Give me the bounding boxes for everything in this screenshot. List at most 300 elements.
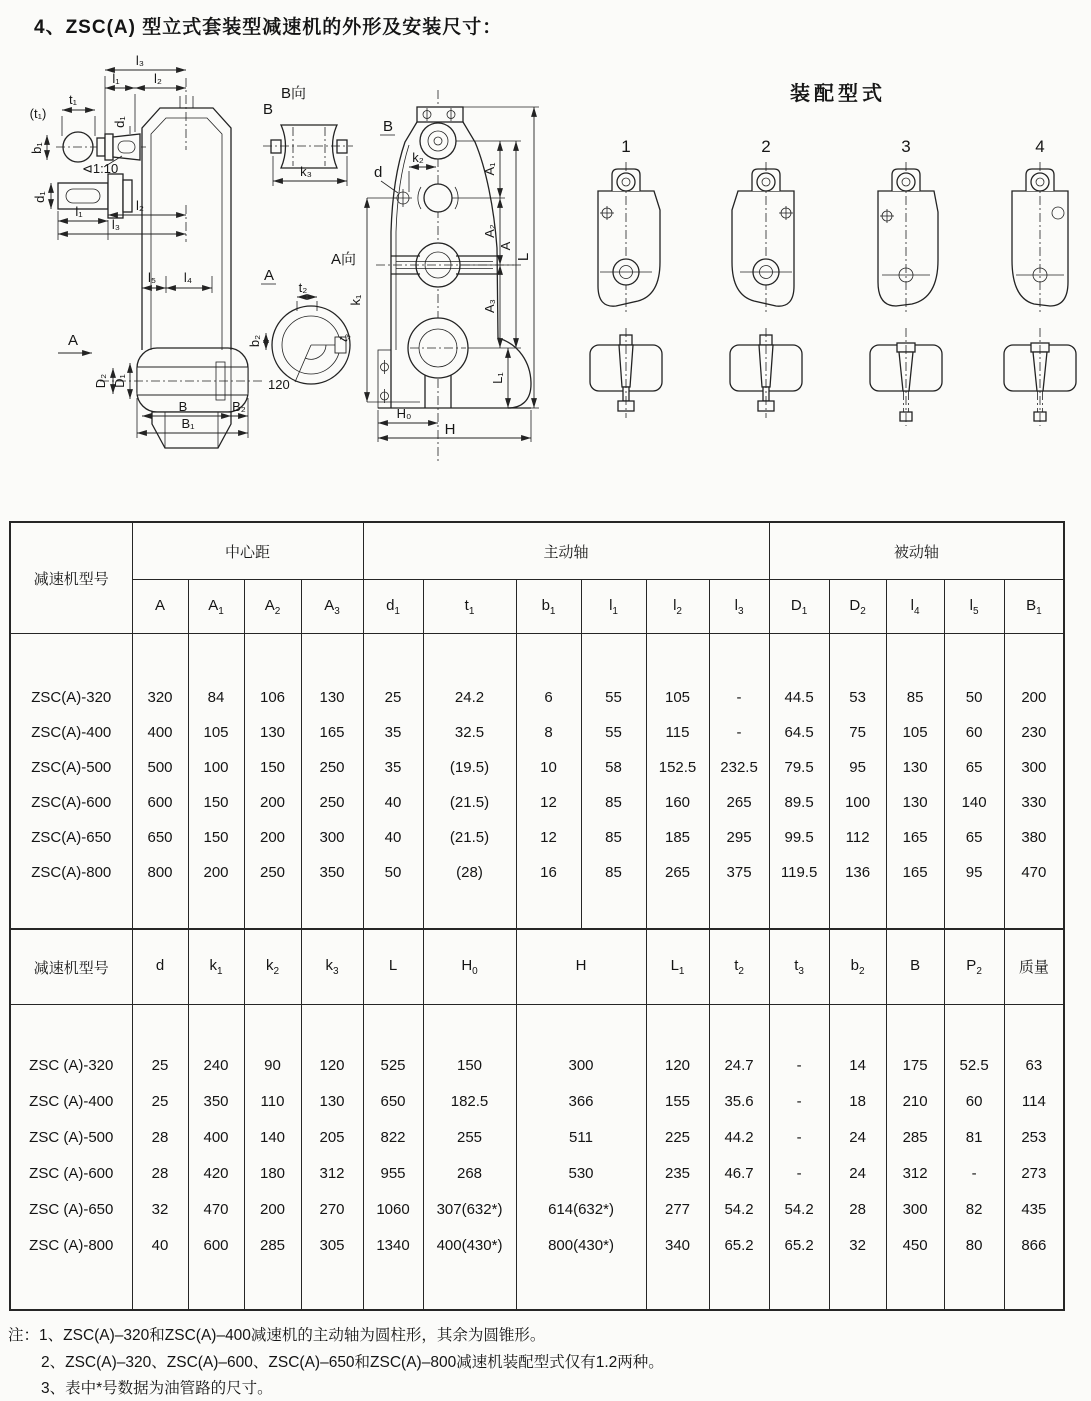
cell: 268 bbox=[423, 1155, 516, 1191]
cell: 55 bbox=[581, 715, 646, 750]
cell: 65.2 bbox=[709, 1227, 769, 1263]
model-cell: ZSC(A)-320 bbox=[10, 680, 132, 715]
cell: 24.2 bbox=[423, 680, 516, 715]
cell: 28 bbox=[829, 1191, 886, 1227]
view-letter: B bbox=[383, 118, 394, 135]
cell: 253 bbox=[1004, 1119, 1064, 1155]
col-header: $t_3$ bbox=[769, 929, 829, 1005]
col-header: H bbox=[516, 929, 646, 1005]
cell: - bbox=[769, 1047, 829, 1083]
dim-label: (t₁) bbox=[29, 106, 47, 121]
col-header: $l_3$ bbox=[709, 580, 769, 634]
cell: - bbox=[709, 715, 769, 750]
dim-label: l₃ bbox=[111, 217, 121, 232]
dim-label: k₁ bbox=[348, 294, 363, 306]
cell: 200 bbox=[188, 855, 244, 890]
note-num: 3、 bbox=[41, 1380, 66, 1398]
cell: 65 bbox=[944, 820, 1004, 855]
cell: 40 bbox=[363, 785, 423, 820]
col-header: B bbox=[886, 929, 944, 1005]
table-row bbox=[10, 1227, 1064, 1263]
cell: 12 bbox=[516, 785, 581, 820]
cell: 55 bbox=[581, 680, 646, 715]
cell: 95 bbox=[829, 750, 886, 785]
cell: 65.2 bbox=[769, 1227, 829, 1263]
cell: 240 bbox=[188, 1047, 244, 1083]
cell: 32.5 bbox=[423, 715, 516, 750]
view-letter: B bbox=[263, 101, 274, 118]
cell: 366 bbox=[516, 1083, 646, 1119]
cell: 200 bbox=[244, 1191, 301, 1227]
cell: - bbox=[769, 1155, 829, 1191]
assembly-type-2 bbox=[730, 162, 802, 418]
dim-label: D₁ bbox=[112, 374, 127, 388]
table1-subheader-row bbox=[10, 580, 1064, 634]
assembly-types-panel bbox=[590, 81, 1076, 426]
cell: 1340 bbox=[363, 1227, 423, 1263]
table-row bbox=[10, 1119, 1064, 1155]
view-title: B向 bbox=[281, 85, 307, 102]
cell: 79.5 bbox=[769, 750, 829, 785]
cell: 112 bbox=[829, 820, 886, 855]
model-cell: ZSC (A)-500 bbox=[10, 1119, 132, 1155]
cell: 28 bbox=[132, 1119, 188, 1155]
cell: (21.5) bbox=[423, 820, 516, 855]
cell: - bbox=[709, 680, 769, 715]
cell: 800 bbox=[132, 855, 188, 890]
cell: 119.5 bbox=[769, 855, 829, 890]
front-view-drawing bbox=[348, 90, 539, 462]
cell: 152.5 bbox=[646, 750, 709, 785]
cell: (21.5) bbox=[423, 785, 516, 820]
cell: 25 bbox=[363, 680, 423, 715]
dim-label: A bbox=[498, 241, 513, 251]
col-header: $P_2$ bbox=[944, 929, 1004, 1005]
cell: 450 bbox=[886, 1227, 944, 1263]
cell: 312 bbox=[886, 1155, 944, 1191]
dim-label: t₃ bbox=[335, 329, 353, 345]
group-header-center-distance: 中心距 bbox=[132, 522, 363, 580]
cell: 18 bbox=[829, 1083, 886, 1119]
cell: (19.5) bbox=[423, 750, 516, 785]
note-num: 1、 bbox=[39, 1327, 64, 1344]
view-title: A向 bbox=[331, 251, 357, 268]
table-row bbox=[10, 855, 1064, 890]
table-row bbox=[10, 680, 1064, 715]
cell: 200 bbox=[244, 785, 301, 820]
model-cell: ZSC(A)-400 bbox=[10, 715, 132, 750]
col-header: $A_1$ bbox=[188, 580, 244, 634]
model-cell: ZSC (A)-320 bbox=[10, 1047, 132, 1083]
cell: 40 bbox=[132, 1227, 188, 1263]
cell: 350 bbox=[301, 855, 363, 890]
cell: 14 bbox=[829, 1047, 886, 1083]
dim-label: l₃ bbox=[135, 53, 145, 68]
dim-label: d₁ bbox=[112, 116, 127, 128]
cell: 500 bbox=[132, 750, 188, 785]
cell: 25 bbox=[132, 1047, 188, 1083]
group-header-drive-shaft: 主动轴 bbox=[363, 522, 769, 580]
cell: 235 bbox=[646, 1155, 709, 1191]
dim-label: l₂ bbox=[154, 71, 162, 86]
spacer-row bbox=[10, 1263, 1064, 1310]
col-header: $D_2$ bbox=[829, 580, 886, 634]
cell: 300 bbox=[1004, 750, 1064, 785]
cell: 525 bbox=[363, 1047, 423, 1083]
cell: 380 bbox=[1004, 820, 1064, 855]
cell: 300 bbox=[516, 1047, 646, 1083]
cell: 95 bbox=[944, 855, 1004, 890]
dim-label: l₂ bbox=[136, 198, 144, 213]
note-prefix: 注： bbox=[8, 1327, 40, 1344]
cell: 1060 bbox=[363, 1191, 423, 1227]
table-row bbox=[10, 785, 1064, 820]
dim-label: d bbox=[374, 164, 383, 181]
cell: 50 bbox=[363, 855, 423, 890]
assembly-number: 2 bbox=[761, 137, 771, 156]
table2-header-row bbox=[10, 929, 1064, 1005]
cell: 312 bbox=[301, 1155, 363, 1191]
cell: 165 bbox=[886, 820, 944, 855]
cell: 530 bbox=[516, 1155, 646, 1191]
cell: 65 bbox=[944, 750, 1004, 785]
cell: 85 bbox=[581, 855, 646, 890]
spacer-row bbox=[10, 634, 1064, 681]
note-line-2 bbox=[8, 1350, 1091, 1377]
cell: 185 bbox=[646, 820, 709, 855]
cell: 165 bbox=[886, 855, 944, 890]
col-header: $D_1$ bbox=[769, 580, 829, 634]
cell: 800(430*) bbox=[516, 1227, 646, 1263]
col-header: $k_1$ bbox=[188, 929, 244, 1005]
cell: 600 bbox=[188, 1227, 244, 1263]
cell: 64.5 bbox=[769, 715, 829, 750]
cell: 205 bbox=[301, 1119, 363, 1155]
cell: 63 bbox=[1004, 1047, 1064, 1083]
cell: 52.5 bbox=[944, 1047, 1004, 1083]
cell: 400 bbox=[132, 715, 188, 750]
col-header: $l_1$ bbox=[581, 580, 646, 634]
cell: 35 bbox=[363, 715, 423, 750]
cell: (28) bbox=[423, 855, 516, 890]
cell: 25 bbox=[132, 1083, 188, 1119]
dim-label: L bbox=[515, 252, 532, 262]
cell: 89.5 bbox=[769, 785, 829, 820]
col-header: L bbox=[363, 929, 423, 1005]
cell: 400 bbox=[188, 1119, 244, 1155]
dim-label: A₁ bbox=[482, 162, 497, 176]
dim-label: A₃ bbox=[482, 299, 497, 313]
col-header: $d_1$ bbox=[363, 580, 423, 634]
col-header: 质量 bbox=[1004, 929, 1064, 1005]
cell: 180 bbox=[244, 1155, 301, 1191]
cell: 130 bbox=[301, 1083, 363, 1119]
cell: 35.6 bbox=[709, 1083, 769, 1119]
cell: 106 bbox=[244, 680, 301, 715]
cell: 54.2 bbox=[709, 1191, 769, 1227]
dim-label: t₂ bbox=[298, 280, 308, 295]
col-header: $A_3$ bbox=[301, 580, 363, 634]
note-line-1 bbox=[8, 1323, 1091, 1350]
cell: 140 bbox=[244, 1119, 301, 1155]
dim-label: k₃ bbox=[300, 164, 312, 179]
col-header: $B_1$ bbox=[1004, 580, 1064, 634]
assembly-number: 4 bbox=[1035, 137, 1045, 156]
cell: 54.2 bbox=[769, 1191, 829, 1227]
dimension-table bbox=[9, 521, 1065, 1311]
cell: 600 bbox=[132, 785, 188, 820]
col-header: A bbox=[132, 580, 188, 634]
model-cell: ZSC(A)-650 bbox=[10, 820, 132, 855]
dim-label: b₁ bbox=[29, 142, 44, 154]
cell: 210 bbox=[886, 1083, 944, 1119]
cell: 340 bbox=[646, 1227, 709, 1263]
cell: 32 bbox=[829, 1227, 886, 1263]
dim-label: l₁ bbox=[75, 204, 83, 219]
note-num: 2、 bbox=[41, 1353, 66, 1371]
table-row bbox=[10, 750, 1064, 785]
cell: 81 bbox=[944, 1119, 1004, 1155]
cell: 470 bbox=[1004, 855, 1064, 890]
cell: 24 bbox=[829, 1155, 886, 1191]
dim-label: l₅ bbox=[147, 270, 157, 285]
cell: 165 bbox=[301, 715, 363, 750]
cell: 6 bbox=[516, 680, 581, 715]
dim-label: b₂ bbox=[247, 334, 262, 348]
cell: 130 bbox=[886, 750, 944, 785]
model-column-header: 减速机型号 bbox=[10, 522, 132, 634]
cell: 470 bbox=[188, 1191, 244, 1227]
dim-label: t₁ bbox=[69, 92, 77, 107]
cell: 140 bbox=[944, 785, 1004, 820]
cell: 265 bbox=[709, 785, 769, 820]
cell: 420 bbox=[188, 1155, 244, 1191]
cell: 40 bbox=[363, 820, 423, 855]
cell: 105 bbox=[646, 680, 709, 715]
cell: 225 bbox=[646, 1119, 709, 1155]
cell: 35 bbox=[363, 750, 423, 785]
assembly-number: 3 bbox=[901, 137, 911, 156]
model-cell: ZSC (A)-400 bbox=[10, 1083, 132, 1119]
model-cell: ZSC (A)-600 bbox=[10, 1155, 132, 1191]
col-header: $l_2$ bbox=[646, 580, 709, 634]
cell: 84 bbox=[188, 680, 244, 715]
dim-label: k₂ bbox=[412, 150, 424, 165]
dim-label: d₁ bbox=[32, 191, 47, 203]
col-header: $k_3$ bbox=[301, 929, 363, 1005]
cell: 44.5 bbox=[769, 680, 829, 715]
cell: 24.7 bbox=[709, 1047, 769, 1083]
cell: 250 bbox=[244, 855, 301, 890]
dim-label: D₂ bbox=[93, 373, 108, 389]
table-row bbox=[10, 820, 1064, 855]
assembly-type-4 bbox=[1004, 162, 1076, 426]
table-row bbox=[10, 1191, 1064, 1227]
col-header: $l_5$ bbox=[944, 580, 1004, 634]
cell: 50 bbox=[944, 680, 1004, 715]
group-header-driven-shaft: 被动轴 bbox=[769, 522, 1064, 580]
dim-label: H₀ bbox=[396, 406, 412, 421]
cell: 100 bbox=[829, 785, 886, 820]
cell: 285 bbox=[886, 1119, 944, 1155]
note-text: ZSC(A)–320、ZSC(A)–600、ZSC(A)–650和ZSC(A)–800减速机装配型式仅有1.2两种。 bbox=[65, 1353, 664, 1371]
table-row bbox=[10, 1155, 1064, 1191]
col-header: $b_1$ bbox=[516, 580, 581, 634]
cell: 175 bbox=[886, 1047, 944, 1083]
dim-label: B bbox=[178, 399, 188, 414]
cell: 200 bbox=[244, 820, 301, 855]
cell: 82 bbox=[944, 1191, 1004, 1227]
cell: 160 bbox=[646, 785, 709, 820]
cell: 250 bbox=[301, 750, 363, 785]
cell: 53 bbox=[829, 680, 886, 715]
cell: 85 bbox=[581, 820, 646, 855]
cell: 511 bbox=[516, 1119, 646, 1155]
cell: 16 bbox=[516, 855, 581, 890]
cell: 155 bbox=[646, 1083, 709, 1119]
cell: 90 bbox=[244, 1047, 301, 1083]
cell: 200 bbox=[1004, 680, 1064, 715]
cell: 75 bbox=[829, 715, 886, 750]
cell: - bbox=[944, 1155, 1004, 1191]
col-header: d bbox=[132, 929, 188, 1005]
spacer-row bbox=[10, 890, 1064, 929]
cell: 8 bbox=[516, 715, 581, 750]
cell: 12 bbox=[516, 820, 581, 855]
cell: 10 bbox=[516, 750, 581, 785]
cell: 300 bbox=[886, 1191, 944, 1227]
note-line-3 bbox=[8, 1376, 1091, 1401]
cell: 120 bbox=[646, 1047, 709, 1083]
cell: 85 bbox=[581, 785, 646, 820]
cell: 85 bbox=[886, 680, 944, 715]
cell: 955 bbox=[363, 1155, 423, 1191]
cell: 270 bbox=[301, 1191, 363, 1227]
cell: 100 bbox=[188, 750, 244, 785]
cell: 265 bbox=[646, 855, 709, 890]
view-letter: A bbox=[264, 267, 275, 284]
cell: 136 bbox=[829, 855, 886, 890]
cell: 650 bbox=[363, 1083, 423, 1119]
spacer-row bbox=[10, 1005, 1064, 1048]
side-view-drawing bbox=[29, 53, 356, 448]
col-header: $t_1$ bbox=[423, 580, 516, 634]
dim-label: B₁ bbox=[181, 416, 195, 431]
cell: 80 bbox=[944, 1227, 1004, 1263]
cell: 300 bbox=[301, 820, 363, 855]
cell: 375 bbox=[709, 855, 769, 890]
cell: 650 bbox=[132, 820, 188, 855]
cell: 150 bbox=[423, 1047, 516, 1083]
col-header: $l_4$ bbox=[886, 580, 944, 634]
cell: 115 bbox=[646, 715, 709, 750]
assembly-type-3 bbox=[870, 162, 942, 426]
dim-label: l₁ bbox=[112, 71, 120, 86]
cell: 285 bbox=[244, 1227, 301, 1263]
cell: 44.2 bbox=[709, 1119, 769, 1155]
model-cell: ZSC (A)-800 bbox=[10, 1227, 132, 1263]
cell: 273 bbox=[1004, 1155, 1064, 1191]
assembly-number: 1 bbox=[621, 137, 631, 156]
dim-label: A₂ bbox=[482, 224, 497, 238]
cell: 150 bbox=[188, 785, 244, 820]
cell: 150 bbox=[188, 820, 244, 855]
table1-group-header-row bbox=[10, 522, 1064, 580]
cell: 105 bbox=[886, 715, 944, 750]
cell: 105 bbox=[188, 715, 244, 750]
col-header: $b_2$ bbox=[829, 929, 886, 1005]
dim-label: H bbox=[444, 421, 456, 438]
assembly-type-1 bbox=[590, 162, 662, 418]
model-column-header: 减速机型号 bbox=[10, 929, 132, 1005]
note-text: 表中*号数据为油管路的尺寸。 bbox=[65, 1380, 273, 1398]
col-header: $H_0$ bbox=[423, 929, 516, 1005]
cell: 130 bbox=[886, 785, 944, 820]
col-header: $k_2$ bbox=[244, 929, 301, 1005]
cell: 232.5 bbox=[709, 750, 769, 785]
technical-drawing bbox=[0, 50, 1091, 512]
cell: 255 bbox=[423, 1119, 516, 1155]
angle-label: 120 bbox=[268, 377, 290, 392]
cell: 130 bbox=[244, 715, 301, 750]
dim-label: l₄ bbox=[183, 270, 193, 285]
col-header: $A_2$ bbox=[244, 580, 301, 634]
cell: 230 bbox=[1004, 715, 1064, 750]
cell: 58 bbox=[581, 750, 646, 785]
cell: 150 bbox=[244, 750, 301, 785]
cell: 114 bbox=[1004, 1083, 1064, 1119]
cell: 120 bbox=[301, 1047, 363, 1083]
cell: 307(632*) bbox=[423, 1191, 516, 1227]
cell: 435 bbox=[1004, 1191, 1064, 1227]
assembly-title: 装配型式 bbox=[790, 83, 886, 105]
table-row bbox=[10, 715, 1064, 750]
page-title: 4、ZSC(A) 型立式套装型减速机的外形及安装尺寸： bbox=[34, 17, 503, 38]
table-row bbox=[10, 1083, 1064, 1119]
cell: 330 bbox=[1004, 785, 1064, 820]
cell: 295 bbox=[709, 820, 769, 855]
view-arrow-label: A bbox=[68, 332, 79, 349]
col-header: $L_1$ bbox=[646, 929, 709, 1005]
cell: 46.7 bbox=[709, 1155, 769, 1191]
cell: 182.5 bbox=[423, 1083, 516, 1119]
cell: 60 bbox=[944, 1083, 1004, 1119]
cell: 400(430*) bbox=[423, 1227, 516, 1263]
cell: 350 bbox=[188, 1083, 244, 1119]
cell: - bbox=[769, 1083, 829, 1119]
model-cell: ZSC(A)-600 bbox=[10, 785, 132, 820]
note-text: ZSC(A)–320和ZSC(A)–400减速机的主动轴为圆柱形，其余为圆锥形。 bbox=[63, 1327, 546, 1344]
cell: 250 bbox=[301, 785, 363, 820]
footnotes bbox=[8, 1323, 1091, 1401]
cell: 99.5 bbox=[769, 820, 829, 855]
cell: - bbox=[769, 1119, 829, 1155]
col-header: $t_2$ bbox=[709, 929, 769, 1005]
cell: 320 bbox=[132, 680, 188, 715]
cell: 28 bbox=[132, 1155, 188, 1191]
cell: 614(632*) bbox=[516, 1191, 646, 1227]
dim-label: B₂ bbox=[232, 399, 246, 414]
cell: 60 bbox=[944, 715, 1004, 750]
cell: 130 bbox=[301, 680, 363, 715]
taper-label: ⊲1:10 bbox=[82, 161, 119, 176]
table-row bbox=[10, 1047, 1064, 1083]
cell: 24 bbox=[829, 1119, 886, 1155]
model-cell: ZSC(A)-800 bbox=[10, 855, 132, 890]
model-cell: ZSC(A)-500 bbox=[10, 750, 132, 785]
cell: 32 bbox=[132, 1191, 188, 1227]
cell: 277 bbox=[646, 1191, 709, 1227]
